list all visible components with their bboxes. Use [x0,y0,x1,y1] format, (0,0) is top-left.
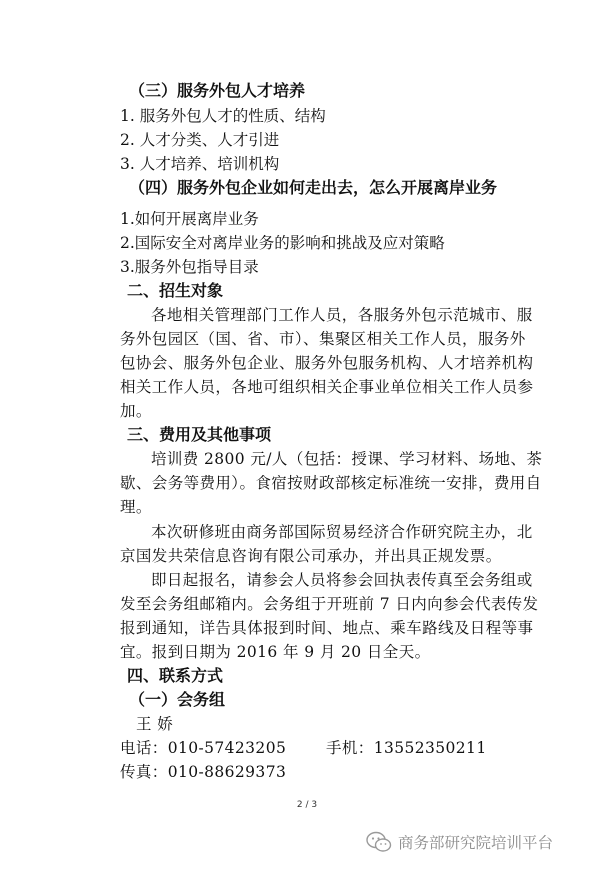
paragraph-line: 报到通知，详告具体报到时间、地点、乘车路线及日程等事 [120,619,534,637]
paragraph-line: 相关工作人员，各地可组织相关企事业单位相关工作人员参 [120,378,534,396]
watermark [366,828,553,856]
page-number: 2 / 3 [296,800,318,810]
watermark-text: 商务部研究院培训平台 [398,834,554,852]
paragraph-line: 歇、会务等费用）。食宿按财政部核定标准统一安排，费用自 [120,474,542,492]
section-heading-enrollment: 二、招生对象 [127,281,224,300]
contact-fax: 传真：010-88629373 [120,763,287,781]
section-heading-contact: 四、联系方式 [127,666,224,685]
list-item: 1. 服务外包人才的性质、结构 [120,107,326,125]
paragraph-line: 加。 [120,402,152,420]
wechat-icon [366,831,392,853]
list-item: 1.如何开展离岸业务 [120,210,259,228]
contact-name: 王 娇 [136,715,174,733]
paragraph-line: 各地相关管理部门工作人员，各服务外包示范城市、服 [151,306,533,324]
section-heading-fees: 三、费用及其他事项 [127,425,272,444]
section-heading-talent-training: （三）服务外包人才培养 [129,81,306,100]
contact-phone: 电话：010-57423205 [120,739,287,757]
paragraph-line: 包协会、服务外包企业、服务外包服务机构、人才培养机构 [120,354,534,372]
paragraph-line: 理。 [120,498,152,516]
paragraph-line: 即日起报名，请参会人员将参会回执表传真至会务组或 [151,571,533,589]
contact-mobile: 手机：13552350211 [326,739,487,757]
paragraph-line: 发至会务组邮箱内。会务组于开班前 7 日内向参会代表传发 [120,595,539,613]
paragraph-line: 本次研修班由商务部国际贸易经济合作研究院主办，北 [151,523,533,541]
section-heading-offshore: （四）服务外包企业如何走出去，怎么开展离岸业务 [129,178,498,197]
list-item: 2.国际安全对离岸业务的影响和挑战及应对策略 [120,234,445,252]
paragraph-line: 务外包园区（国、省、市）、集聚区相关工作人员，服务外 [120,330,526,348]
subsection-heading-conference-team: （一）会务组 [129,690,226,709]
paragraph-line: 京国发共荣信息咨询有限公司承办，并出具正规发票。 [120,547,502,565]
paragraph-line: 宜。报到日期为 2016 年 9 月 20 日全天。 [120,643,431,661]
paragraph-line: 培训费 2800 元/人（包括：授课、学习材料、场地、茶 [151,450,543,468]
list-item: 3.服务外包指导目录 [120,258,259,276]
list-item: 2. 人才分类、人才引进 [120,131,280,149]
list-item: 3. 人才培养、培训机构 [120,155,280,173]
